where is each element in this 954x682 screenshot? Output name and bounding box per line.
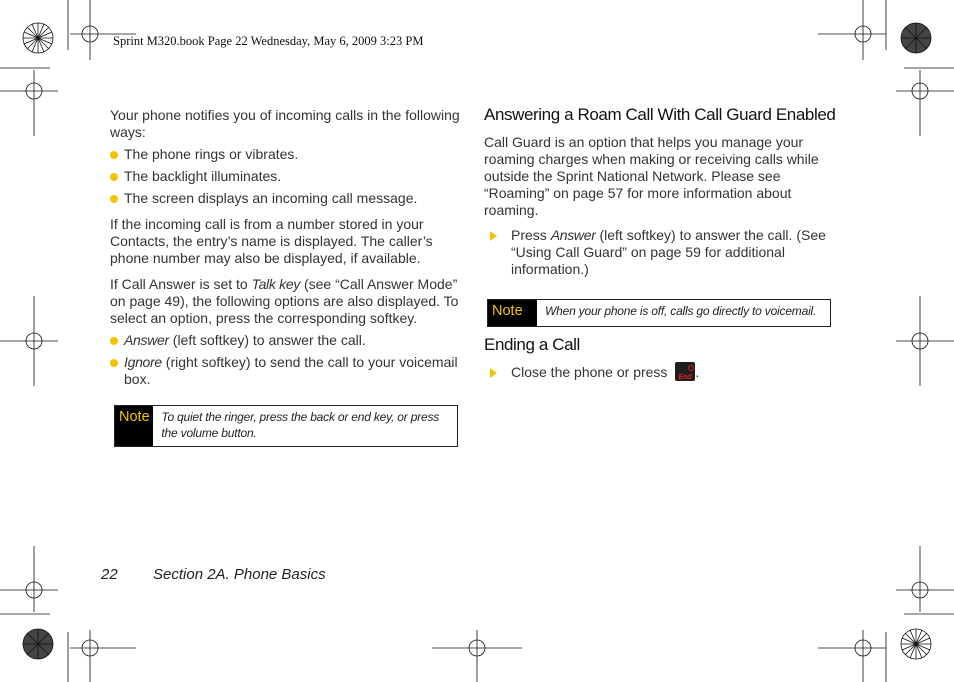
ending-call-section [484,336,836,383]
target-bottom-2 [432,630,522,682]
heading-roam-call: Answering a Roam Call With Call Guard Enabled [484,105,836,124]
list-item: The screen displays an incoming call message. [110,190,460,207]
target-top-2 [818,0,886,60]
list-item: The phone rings or vibrates. [110,146,460,163]
target-right-1 [896,70,954,136]
answer-term: Answer [124,332,169,348]
bullet-dot-icon [110,173,118,181]
answer-term: Answer [550,227,596,243]
note-text: To quiet the ringer, press the back or end key, or press the volume button. [161,410,440,440]
notification-list [110,146,460,207]
target-top-1 [70,0,136,60]
end-key-icon: End [675,362,695,381]
bullet-dot-icon [110,337,118,345]
intro-paragraph: Your phone notifies you of incoming calls in the following ways: [110,107,460,140]
target-left-2 [0,296,58,386]
rosette-bottom-right [901,629,931,659]
bullet-dot-icon [110,359,118,367]
target-right-3 [896,546,954,612]
step-end-call: Close the phone or press End . [484,364,836,383]
step-press-answer: Press Answer (left softkey) to answer the call. (See “Using Call Guard” on page 59 for additional information.) [484,227,836,278]
list-item: Ignore (right softkey) to send the call to your voicemail box. [110,354,460,388]
talk-key-term: Talk key [251,276,301,292]
step-arrow-icon [490,231,497,241]
note-box-ringer [114,405,458,447]
note-text: When your phone is off, calls go directly to voicemail. [545,304,817,318]
left-column [110,107,460,388]
bullet-dot-icon [110,195,118,203]
heading-ending-call: Ending a Call [484,335,580,354]
call-guard-paragraph: Call Guard is an option that helps you manage your roaming charges when making or receiving calls while outside the Sprint National Network. Please see “Roaming” on page 57 for more information about roaming. [484,134,819,218]
target-left-3 [0,546,58,612]
print-header: Sprint M320.book Page 22 Wednesday, May 6, 2009 3:23 PM [113,34,424,48]
rosette-top-left [23,23,53,53]
ignore-term: Ignore [124,354,162,370]
section-title: Section 2A. Phone Basics [153,566,326,583]
target-right-2 [896,296,954,386]
list-item: Answer (left softkey) to answer the call. [110,332,460,349]
note-label: Note [488,300,537,326]
softkey-options-list [110,332,460,388]
step-arrow-icon [490,368,497,378]
bullet-dot-icon [110,151,118,159]
contacts-paragraph: If the incoming call is from a number stored in your Contacts, the entry’s name is displayed. The caller’s phone number may also be displayed, if available. [110,216,433,266]
note-label: Note [115,406,153,446]
rosette-bottom-left [23,629,53,659]
rosette-top-right [901,23,931,53]
target-bottom-1 [70,630,136,682]
note-box-voicemail [487,299,831,327]
page-number: 22 [101,566,118,583]
target-left-1 [0,70,58,136]
list-item: The backlight illuminates. [110,168,460,185]
call-answer-paragraph: If Call Answer is set to Talk key (see “Call Answer Mode” on page 49), the following options are also displayed. To select an option, press the corresponding softkey. [110,276,459,326]
right-column [484,106,836,278]
target-bottom-3 [818,630,886,682]
